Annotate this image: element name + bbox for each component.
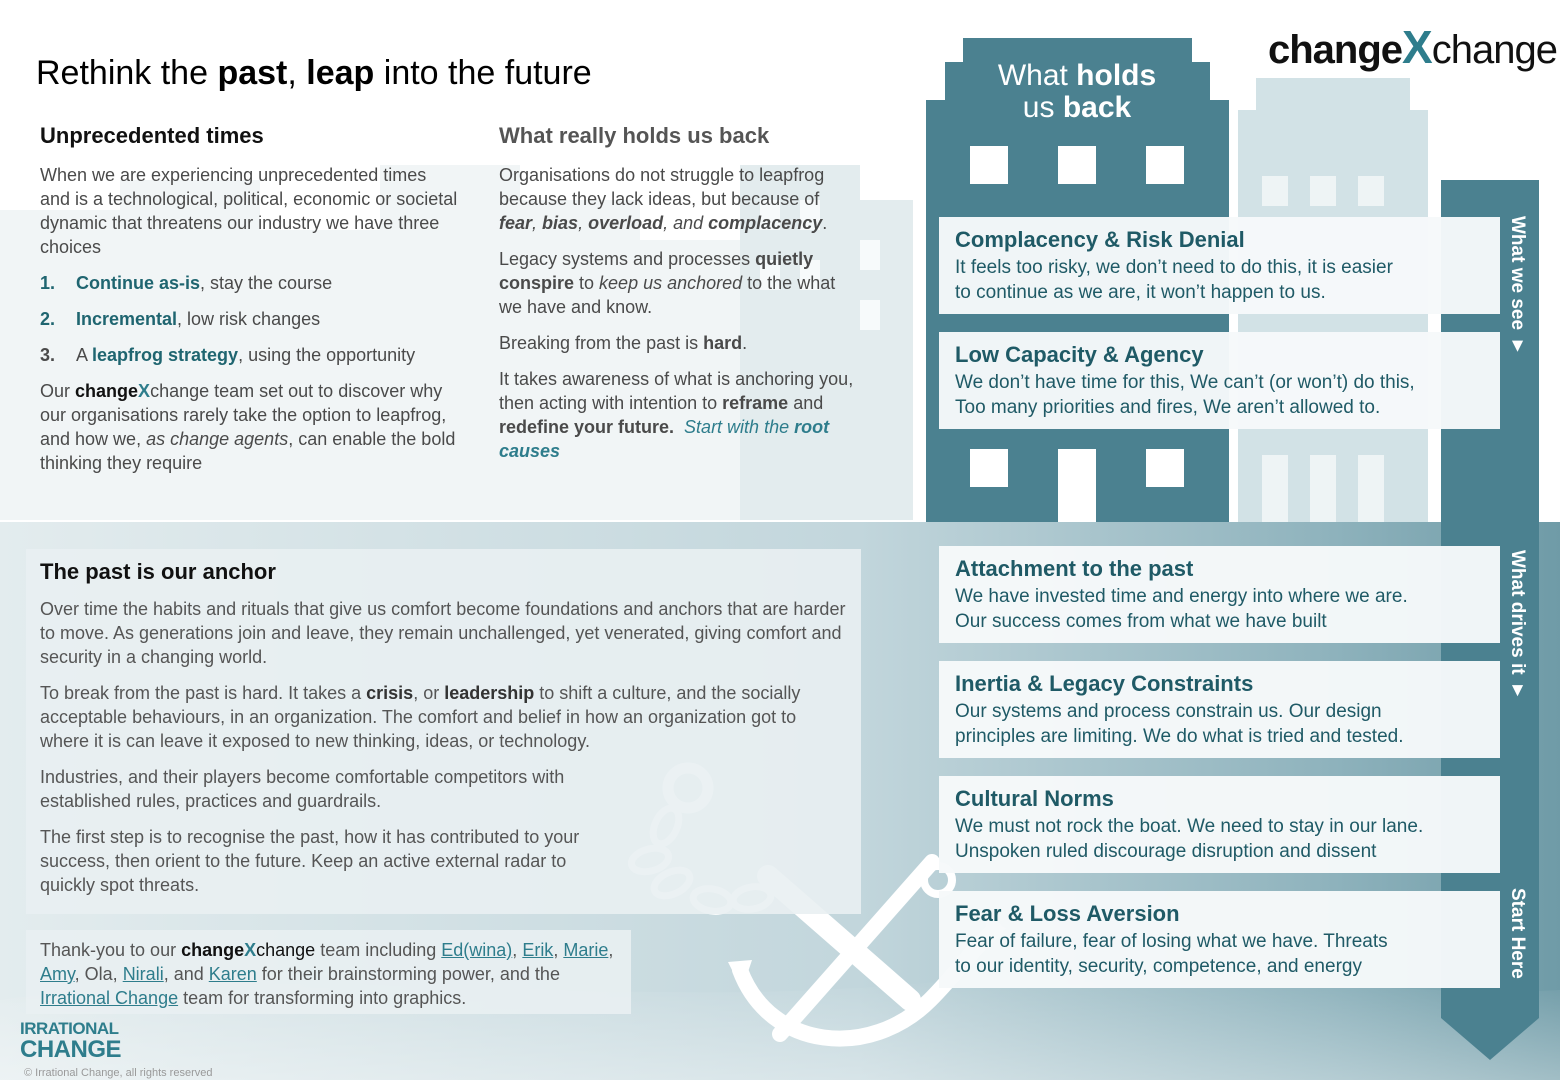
card-complacency bbox=[939, 217, 1500, 314]
link-amy[interactable]: Amy bbox=[40, 964, 75, 984]
link-marie[interactable]: Marie bbox=[563, 940, 609, 960]
unprecedented-closing: Our changeXchange team set out to discover why our organisations rarely take the option to leapfrog, and how we, as change agents, can enable the bold thinking they require bbox=[40, 381, 456, 473]
holds-p3: Breaking from the past is hard. bbox=[499, 333, 748, 353]
anchor-p1: Over time the habits and rituals that give us comfort become foundations and anchors that are harder to move. As generations join and leave, they remain unchallenged, yet venerated, giving comfort and security in a changing world. bbox=[40, 599, 846, 667]
anchor-heading: The past is our anchor bbox=[40, 559, 276, 584]
card-line: We have invested time and energy into where we are. bbox=[955, 586, 1408, 607]
card-inertia bbox=[939, 661, 1500, 758]
choice-item: 3. A leapfrog strategy, using the opportunity bbox=[40, 345, 416, 365]
card-line: Our systems and process constrain us. Our design bbox=[955, 701, 1382, 722]
holds-section bbox=[499, 123, 859, 475]
card-line: to our identity, security, competence, and energy bbox=[955, 956, 1362, 977]
link-karen[interactable]: Karen bbox=[208, 964, 257, 984]
anchor-p2: To break from the past is hard. It takes a crisis, or leadership to shift a culture, and the socially acceptable behaviours, in an organization. The comfort and belief in how an organization got to where it is can leave it exposed to new thinking, ideas, or technology. bbox=[40, 683, 801, 751]
building-title: What holds us back bbox=[997, 59, 1157, 124]
choices-list bbox=[40, 271, 460, 367]
changexchange-logo: changeXchange bbox=[1268, 21, 1557, 73]
card-title: Inertia & Legacy Constraints bbox=[955, 671, 1254, 696]
unprecedented-heading: Unprecedented times bbox=[40, 123, 264, 148]
card-fear bbox=[939, 891, 1500, 988]
holds-p4: It takes awareness of what is anchoring you, then acting with intention to reframe and redefine your future. Start with the root causes bbox=[499, 369, 854, 461]
holds-p2: Legacy systems and processes quietly conspire to keep us anchored to the what we have and know. bbox=[499, 249, 836, 317]
card-line: Fear of failure, fear of losing what we have. Threats bbox=[955, 931, 1388, 952]
card-line: to continue as we are, it won’t happen to us. bbox=[955, 282, 1326, 303]
anchor-p3: Industries, and their players become comfortable competitors with established rules, practices and guardrails. bbox=[40, 767, 565, 811]
link-nirali[interactable]: Nirali bbox=[122, 964, 164, 984]
holds-p1: Organisations do not struggle to leapfrog because they lack ideas, but because of fear, bias, overload, and complacency. bbox=[499, 165, 828, 233]
card-title: Low Capacity & Agency bbox=[955, 342, 1204, 367]
card-title: Fear & Loss Aversion bbox=[955, 901, 1180, 926]
page-title: Rethink the past, leap into the future bbox=[36, 54, 592, 92]
anchor-p4: The first step is to recognise the past, how it has contributed to your success, then orient to the future. Keep an active external radar to quickly spot threats. bbox=[40, 827, 580, 895]
link-irrational-change[interactable]: Irrational Change bbox=[40, 988, 179, 1008]
holds-heading: What really holds us back bbox=[499, 123, 770, 148]
card-line: principles are limiting. We do what is tried and tested. bbox=[955, 726, 1404, 747]
card-attachment bbox=[939, 546, 1500, 643]
card-capacity bbox=[939, 332, 1500, 429]
side-label-what-drives-it: What drives it ▼ bbox=[1507, 550, 1528, 701]
side-label-start-here: Start Here bbox=[1507, 888, 1528, 979]
card-line: It feels too risky, we don’t need to do this, it is easier bbox=[955, 257, 1393, 278]
card-title: Complacency & Risk Denial bbox=[955, 227, 1245, 252]
copyright-text: © Irrational Change, all rights reserved bbox=[24, 1067, 213, 1079]
choice-item: 1. Continue as-is, stay the course bbox=[40, 273, 333, 293]
link-erik[interactable]: Erik bbox=[522, 940, 554, 960]
card-line: Unspoken ruled discourage disruption and dissent bbox=[955, 841, 1377, 862]
past-anchor-panel bbox=[26, 549, 861, 914]
choice-item: 2. Incremental, low risk changes bbox=[40, 309, 321, 329]
unprecedented-section bbox=[40, 123, 460, 487]
card-line: Too many priorities and fires, We aren’t allowed to. bbox=[955, 397, 1381, 418]
card-title: Attachment to the past bbox=[955, 556, 1194, 581]
thanks-note: Thank-you to our changeXchange team including Ed(wina), Erik, Marie, Amy, Ola, Nirali, and Karen for their brainstorming power, and the Irrational Change team for transforming into graphics. bbox=[26, 930, 631, 1014]
unprecedented-intro: When we are experiencing unprecedented times and is a technological, political, economic or societal dynamic that threatens our industry we have three choices bbox=[40, 165, 458, 257]
card-line: Our success comes from what we have built bbox=[955, 611, 1327, 632]
card-line: We don’t have time for this, We can’t (or won’t) do this, bbox=[955, 372, 1415, 393]
side-label-what-we-see: What we see ▼ bbox=[1507, 216, 1528, 357]
card-cultural-norms bbox=[939, 776, 1500, 873]
card-line: We must not rock the boat. We need to stay in our lane. bbox=[955, 816, 1424, 837]
card-title: Cultural Norms bbox=[955, 786, 1114, 811]
link-edwina[interactable]: Ed(wina) bbox=[441, 940, 513, 960]
irrational-change-logo: IRRATIONAL CHANGE bbox=[20, 1019, 122, 1063]
